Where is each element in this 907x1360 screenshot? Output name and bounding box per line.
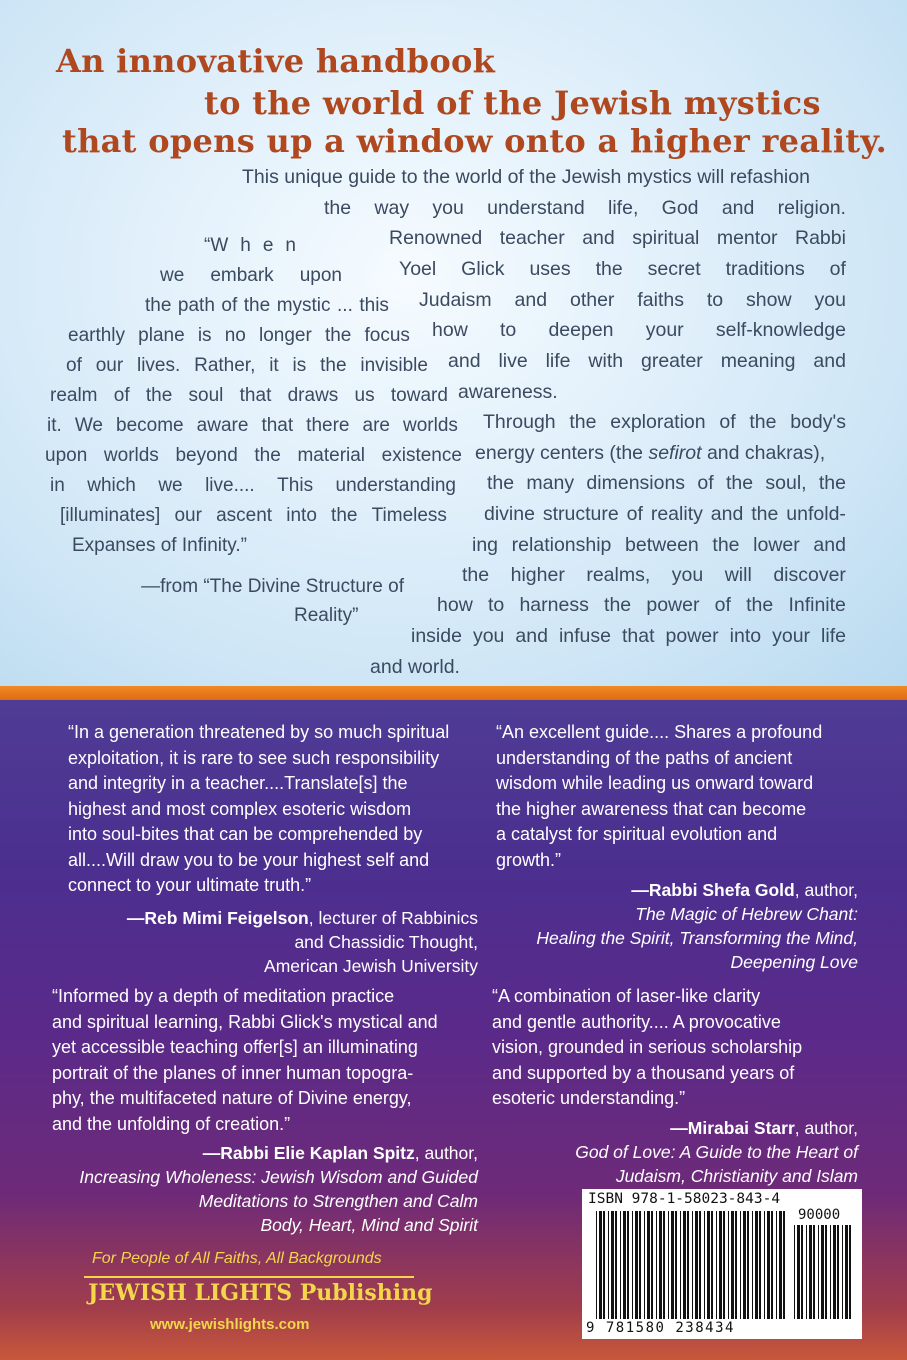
word: earthly: [68, 325, 126, 346]
word: teacher: [499, 227, 565, 249]
barcode-bar: [743, 1211, 746, 1319]
barcode-bar: [731, 1211, 734, 1319]
review-line: understanding of the paths of ancient: [496, 747, 793, 768]
barcode-bar: [608, 1211, 609, 1319]
word: the: [324, 197, 352, 219]
barcode-bar: [651, 1211, 653, 1319]
word: the: [569, 411, 597, 433]
barcode-bar: [818, 1225, 819, 1319]
word: realm: [50, 385, 98, 406]
review-line: connect to your ultimate truth.”: [68, 875, 312, 895]
word: invisible: [360, 355, 428, 376]
word: material: [297, 445, 366, 466]
barcode-bar: [683, 1211, 686, 1319]
headline-line-1: An innovative handbook: [56, 42, 496, 80]
word: and: [813, 534, 846, 556]
word: to: [487, 594, 505, 616]
word: to: [499, 319, 517, 341]
pull-quote-line: [45, 445, 462, 467]
review-2-text: [496, 720, 822, 873]
word: traditions: [725, 258, 805, 280]
barcode-bar: [699, 1211, 701, 1319]
barcode-bar: [735, 1211, 737, 1319]
word: and: [721, 197, 755, 219]
review-4-text: [492, 984, 802, 1112]
word: Infinite: [788, 594, 846, 616]
word: religion.: [777, 197, 846, 219]
word: into: [286, 505, 317, 526]
word: to: [706, 289, 724, 311]
barcode-bar: [837, 1225, 839, 1319]
review-line: all....Will draw you to be your highest self and: [68, 849, 430, 870]
pull-quote-source: —from “The Divine Structure of: [141, 576, 404, 597]
barcode-bar: [716, 1211, 717, 1319]
word: with: [588, 350, 624, 372]
review-2-attribution: —Rabbi Shefa Gold, author, The Magic of Hebrew Chant: Healing the Spirit, Transforming the Mind, Deepening Love: [536, 880, 858, 972]
word: our: [174, 505, 202, 526]
word: of: [697, 472, 714, 494]
word: there: [306, 415, 350, 436]
word: life: [545, 350, 571, 372]
word: discover: [773, 564, 846, 586]
barcode-bar: [671, 1211, 674, 1319]
word: the: [604, 594, 632, 616]
barcode-bar: [755, 1211, 758, 1319]
review-line: portrait of the planes of inner human topogra-: [52, 1062, 414, 1083]
barcode-bar: [767, 1211, 770, 1319]
word: the: [725, 472, 754, 494]
word: will: [724, 564, 752, 586]
word: dimensions: [586, 472, 686, 494]
word: focus: [364, 325, 410, 346]
word: in: [50, 475, 65, 496]
word: show: [746, 289, 792, 311]
intro-line: [448, 350, 846, 373]
word: Glick: [461, 258, 505, 280]
intro-line: [483, 411, 846, 434]
word: us: [354, 385, 375, 406]
intro-line: [462, 564, 846, 587]
barcode-bar: [615, 1211, 617, 1319]
word: meaning: [720, 350, 796, 372]
headline-line-2: to the world of the Jewish mystics: [204, 84, 821, 122]
word: live....: [205, 475, 255, 496]
word: into: [729, 625, 762, 647]
word: mentor: [716, 227, 778, 249]
review-line: vision, grounded in serious scholarship: [492, 1037, 803, 1057]
barcode-bar: [764, 1211, 765, 1319]
word: understand: [487, 197, 585, 219]
barcode-bar: [813, 1225, 815, 1319]
pull-quote-line: Expanses of Infinity.”: [72, 535, 247, 556]
isbn-barcode: [582, 1189, 862, 1339]
word: Judaism: [419, 289, 492, 311]
review-line: yet accessible teaching offer[s] an illuminating: [52, 1037, 418, 1057]
pull-quote-line: [50, 475, 456, 497]
review-4-attribution: —Mirabai Starr, author, God of Love: A Guide to the Heart of Judaism, Christianity and Islam: [575, 1118, 858, 1186]
barcode-bar: [675, 1211, 677, 1319]
barcode-bar: [771, 1211, 773, 1319]
word: Renowned: [389, 227, 483, 249]
word: the: [320, 355, 347, 376]
review-line: wisdom while leading us onward toward: [496, 773, 814, 793]
word: embark: [210, 265, 274, 286]
pull-quote-line: [68, 325, 410, 347]
barcode-bar: [639, 1211, 641, 1319]
word: is: [197, 325, 212, 346]
review-line: “A combination of laser-like clarity: [492, 986, 761, 1006]
word: how: [437, 594, 473, 616]
word: Rather,: [194, 355, 256, 376]
isbn-number: ISBN 978-1-58023-843-4: [588, 1191, 781, 1207]
barcode-bar: [632, 1211, 633, 1319]
word: e: [262, 235, 274, 256]
word: and: [448, 350, 481, 372]
review-line: and supported by a thousand years of: [492, 1062, 795, 1083]
barcode-bar: [801, 1225, 803, 1319]
review-line: “Informed by a depth of meditation practice: [52, 986, 395, 1006]
barcode-bar: [603, 1211, 605, 1319]
intro-line: [419, 289, 846, 312]
review-line: “In a generation threatened by so much spiritual: [68, 722, 450, 742]
word: you: [671, 564, 704, 586]
pull-quote-line: [145, 295, 389, 317]
word: of: [829, 258, 846, 280]
barcode-bar: [620, 1211, 621, 1319]
barcode-bar: [740, 1211, 741, 1319]
word: and: [710, 503, 744, 525]
word: life: [821, 625, 846, 647]
review-line: into soul-bites that can be comprehended by: [68, 824, 423, 844]
barcode-bar: [596, 1211, 597, 1319]
word: the: [243, 295, 271, 316]
barcode-bar: [656, 1211, 657, 1319]
intro-line: [472, 534, 846, 557]
barcode-bar: [663, 1211, 665, 1319]
word: power: [646, 594, 700, 616]
word: of: [66, 355, 82, 376]
word: no: [224, 325, 246, 346]
word: the: [595, 258, 623, 280]
word: n: [285, 235, 296, 256]
word: greater: [641, 350, 703, 372]
review-line: and spiritual learning, Rabbi Glick's mystical and: [52, 1011, 438, 1032]
barcode-bar: [825, 1225, 827, 1319]
pull-quote-line: [50, 385, 448, 407]
barcode-bar: [692, 1211, 693, 1319]
word: that: [239, 385, 272, 406]
barcode-bar: [821, 1225, 824, 1319]
barcode-bar: [849, 1225, 851, 1319]
word: you: [814, 289, 846, 311]
word: unfold-: [786, 503, 846, 525]
intro-line: [389, 227, 846, 250]
word: understanding: [335, 475, 456, 496]
barcode-bar: [668, 1211, 669, 1319]
review-line: highest and most complex esoteric wisdom: [68, 798, 412, 819]
barcode-bar: [728, 1211, 729, 1319]
word: This: [277, 475, 314, 496]
barcode-bar: [833, 1225, 836, 1319]
word: become: [116, 415, 184, 436]
barcode-bar: [687, 1211, 689, 1319]
word: divine: [484, 503, 535, 525]
orange-divider-band: [0, 686, 907, 700]
word: the: [749, 411, 777, 433]
word: that: [622, 625, 655, 647]
ean-number: 9 781580 238434: [586, 1320, 735, 1336]
publisher-tagline: For People of All Faiths, All Backgrounds: [92, 1250, 382, 1267]
word: the: [487, 472, 515, 494]
word: this: [359, 295, 389, 316]
word: longer: [258, 325, 312, 346]
pull-quote-line: [204, 235, 296, 257]
word: we: [158, 475, 183, 496]
barcode-bar: [759, 1211, 761, 1319]
word: the: [751, 503, 779, 525]
review-3-attribution: —Rabbi Elie Kaplan Spitz, author, Increasing Wholeness: Jewish Wisdom and Guided Meditations to Strengthen and Calm Body, Heart, Mind and Spirit: [79, 1143, 478, 1235]
word: and: [514, 289, 548, 311]
word: upon: [45, 445, 88, 466]
price-addon-number: 90000: [798, 1207, 841, 1223]
word: God: [661, 197, 699, 219]
barcode-bar: [704, 1211, 705, 1319]
barcode-bar: [845, 1225, 848, 1319]
review-line: “An excellent guide.... Shares a profound: [496, 722, 823, 742]
publisher-rule: [84, 1276, 414, 1278]
barcode-bar: [719, 1211, 722, 1319]
word: exploration: [610, 411, 706, 433]
word: Rabbi: [795, 227, 846, 249]
barcode-bar: [659, 1211, 662, 1319]
intro-line: [484, 503, 846, 526]
word: reality: [650, 503, 703, 525]
barcode-bar: [797, 1225, 800, 1319]
word: the: [818, 472, 846, 494]
word: h: [240, 235, 251, 256]
word: relationship: [511, 534, 612, 556]
word: the: [145, 385, 173, 406]
word: it.: [47, 415, 62, 436]
barcode-bar: [794, 1225, 795, 1319]
word: is: [292, 355, 307, 376]
word: faiths: [637, 289, 684, 311]
word: and: [813, 350, 846, 372]
intro-line: [411, 625, 846, 648]
word: of: [113, 385, 130, 406]
word: lives.: [136, 355, 181, 376]
intro-line: awareness.: [458, 381, 558, 403]
review-line: and the unfolding of creation.”: [52, 1113, 291, 1134]
barcode-bar: [611, 1211, 614, 1319]
intro-line: [324, 197, 846, 220]
word: the: [462, 564, 490, 586]
word: ing: [472, 534, 499, 556]
barcode-bar: [680, 1211, 681, 1319]
word: we: [160, 265, 185, 286]
word: toward: [390, 385, 448, 406]
review-line: esoteric understanding.”: [492, 1088, 686, 1108]
review-line: and gentle authority.... A provocative: [492, 1011, 781, 1032]
word: “W: [204, 235, 229, 256]
word: Yoel: [399, 258, 437, 280]
word: the: [331, 505, 358, 526]
word: life,: [608, 197, 639, 219]
barcode-bar: [623, 1211, 626, 1319]
word: body's: [790, 411, 846, 433]
barcode-bar: [695, 1211, 698, 1319]
word: live: [498, 350, 528, 372]
word: uses: [529, 258, 571, 280]
word: [illuminates]: [60, 505, 161, 526]
word: the: [746, 594, 774, 616]
intro-line: [487, 472, 846, 495]
word: our: [95, 355, 124, 376]
word: many: [526, 472, 575, 494]
review-line: exploitation, it is rare to see such responsibility: [68, 747, 440, 768]
word: Through: [483, 411, 556, 433]
word: worlds: [103, 445, 159, 466]
barcode-bar: [627, 1211, 629, 1319]
review-line: a catalyst for spiritual evolution and: [496, 824, 778, 844]
word: the: [145, 295, 172, 316]
word: it: [269, 355, 279, 376]
word: and: [515, 625, 548, 647]
word: the: [712, 534, 740, 556]
barcode-bar: [747, 1211, 749, 1319]
word: your: [772, 625, 811, 647]
word: the: [324, 325, 352, 346]
word: existence: [381, 445, 462, 466]
barcode-bar: [644, 1211, 645, 1319]
word: plane: [138, 325, 185, 346]
intro-line: [432, 319, 846, 342]
barcode-bar: [599, 1211, 602, 1319]
word: structure: [542, 503, 619, 525]
review-line: and integrity in a teacher....Translate[s] the: [68, 773, 408, 793]
word: are: [362, 415, 390, 436]
word: ascent: [216, 505, 273, 526]
word: realms,: [586, 564, 651, 586]
review-line: growth.”: [496, 849, 562, 870]
barcode-bar: [635, 1211, 638, 1319]
barcode-bar: [809, 1225, 812, 1319]
word: the: [254, 445, 281, 466]
word: secret: [647, 258, 701, 280]
word: power: [665, 625, 719, 647]
word: and: [582, 227, 615, 249]
barcode-bar: [752, 1211, 753, 1319]
intro-line: [399, 258, 846, 281]
barcode-bar: [783, 1211, 785, 1319]
review-1-attribution: —Reb Mimi Feigelson, lecturer of Rabbinics and Chassidic Thought, American Jewish University: [126, 908, 478, 976]
word: We: [74, 415, 103, 436]
word: other: [569, 289, 615, 311]
review-1-text: [68, 720, 449, 899]
intro-line: and world.: [370, 656, 460, 678]
headline-line-3: that opens up a window onto a higher reality.: [62, 122, 888, 160]
ean-barcode-bars: [596, 1211, 786, 1319]
barcode-bar: [647, 1211, 650, 1319]
word: harness: [519, 594, 589, 616]
barcode-bar: [842, 1225, 843, 1319]
word: that: [261, 415, 294, 436]
word: aware: [196, 415, 249, 436]
word: way: [374, 197, 410, 219]
barcode-bar: [776, 1211, 777, 1319]
barcode-bar: [707, 1211, 710, 1319]
word: path: [177, 295, 215, 316]
word: deepen: [548, 319, 614, 341]
word: beyond: [175, 445, 238, 466]
word: lower: [753, 534, 800, 556]
word: of: [719, 411, 736, 433]
pull-quote-line: [60, 505, 447, 527]
review-3-text: [52, 984, 438, 1137]
word: ...: [337, 295, 353, 316]
barcode-bar: [711, 1211, 713, 1319]
addon-barcode-bars: [794, 1225, 856, 1319]
word: you: [432, 197, 464, 219]
word: soul: [188, 385, 224, 406]
pull-quote-line: [66, 355, 428, 377]
word: mystic: [276, 295, 331, 316]
word: draws: [287, 385, 339, 406]
barcode-bar: [723, 1211, 725, 1319]
word: inside: [411, 625, 462, 647]
barcode-bar: [779, 1211, 782, 1319]
word: upon: [299, 265, 342, 286]
word: worlds: [403, 415, 458, 436]
intro-line: This unique guide to the world of the Jewish mystics will refashion: [242, 166, 810, 188]
barcode-bar: [806, 1225, 807, 1319]
pull-quote-source: Reality”: [294, 605, 359, 626]
word: soul,: [765, 472, 807, 494]
word: between: [625, 534, 699, 556]
word: which: [87, 475, 136, 496]
word: spiritual: [632, 227, 700, 249]
pull-quote-line: [47, 415, 458, 437]
review-line: the higher awareness that can become: [496, 798, 807, 819]
word: self-knowledge: [715, 319, 846, 341]
review-line: phy, the multifaceted nature of Divine energy,: [52, 1088, 412, 1108]
intro-line: [437, 594, 846, 617]
word: your: [645, 319, 684, 341]
word: of: [626, 503, 643, 525]
word: higher: [510, 564, 565, 586]
word: infuse: [558, 625, 611, 647]
word: you: [472, 625, 505, 647]
word: of: [714, 594, 731, 616]
word: Timeless: [371, 505, 447, 526]
word: of: [221, 295, 238, 316]
intro-line: energy centers (the sefirot and chakras),: [475, 442, 826, 464]
publisher-website: www.jewishlights.com: [150, 1316, 310, 1333]
word: how: [432, 319, 468, 341]
publisher-name: JEWISH LIGHTS Publishing: [88, 1280, 433, 1306]
barcode-bar: [830, 1225, 831, 1319]
pull-quote-line: [160, 265, 342, 287]
